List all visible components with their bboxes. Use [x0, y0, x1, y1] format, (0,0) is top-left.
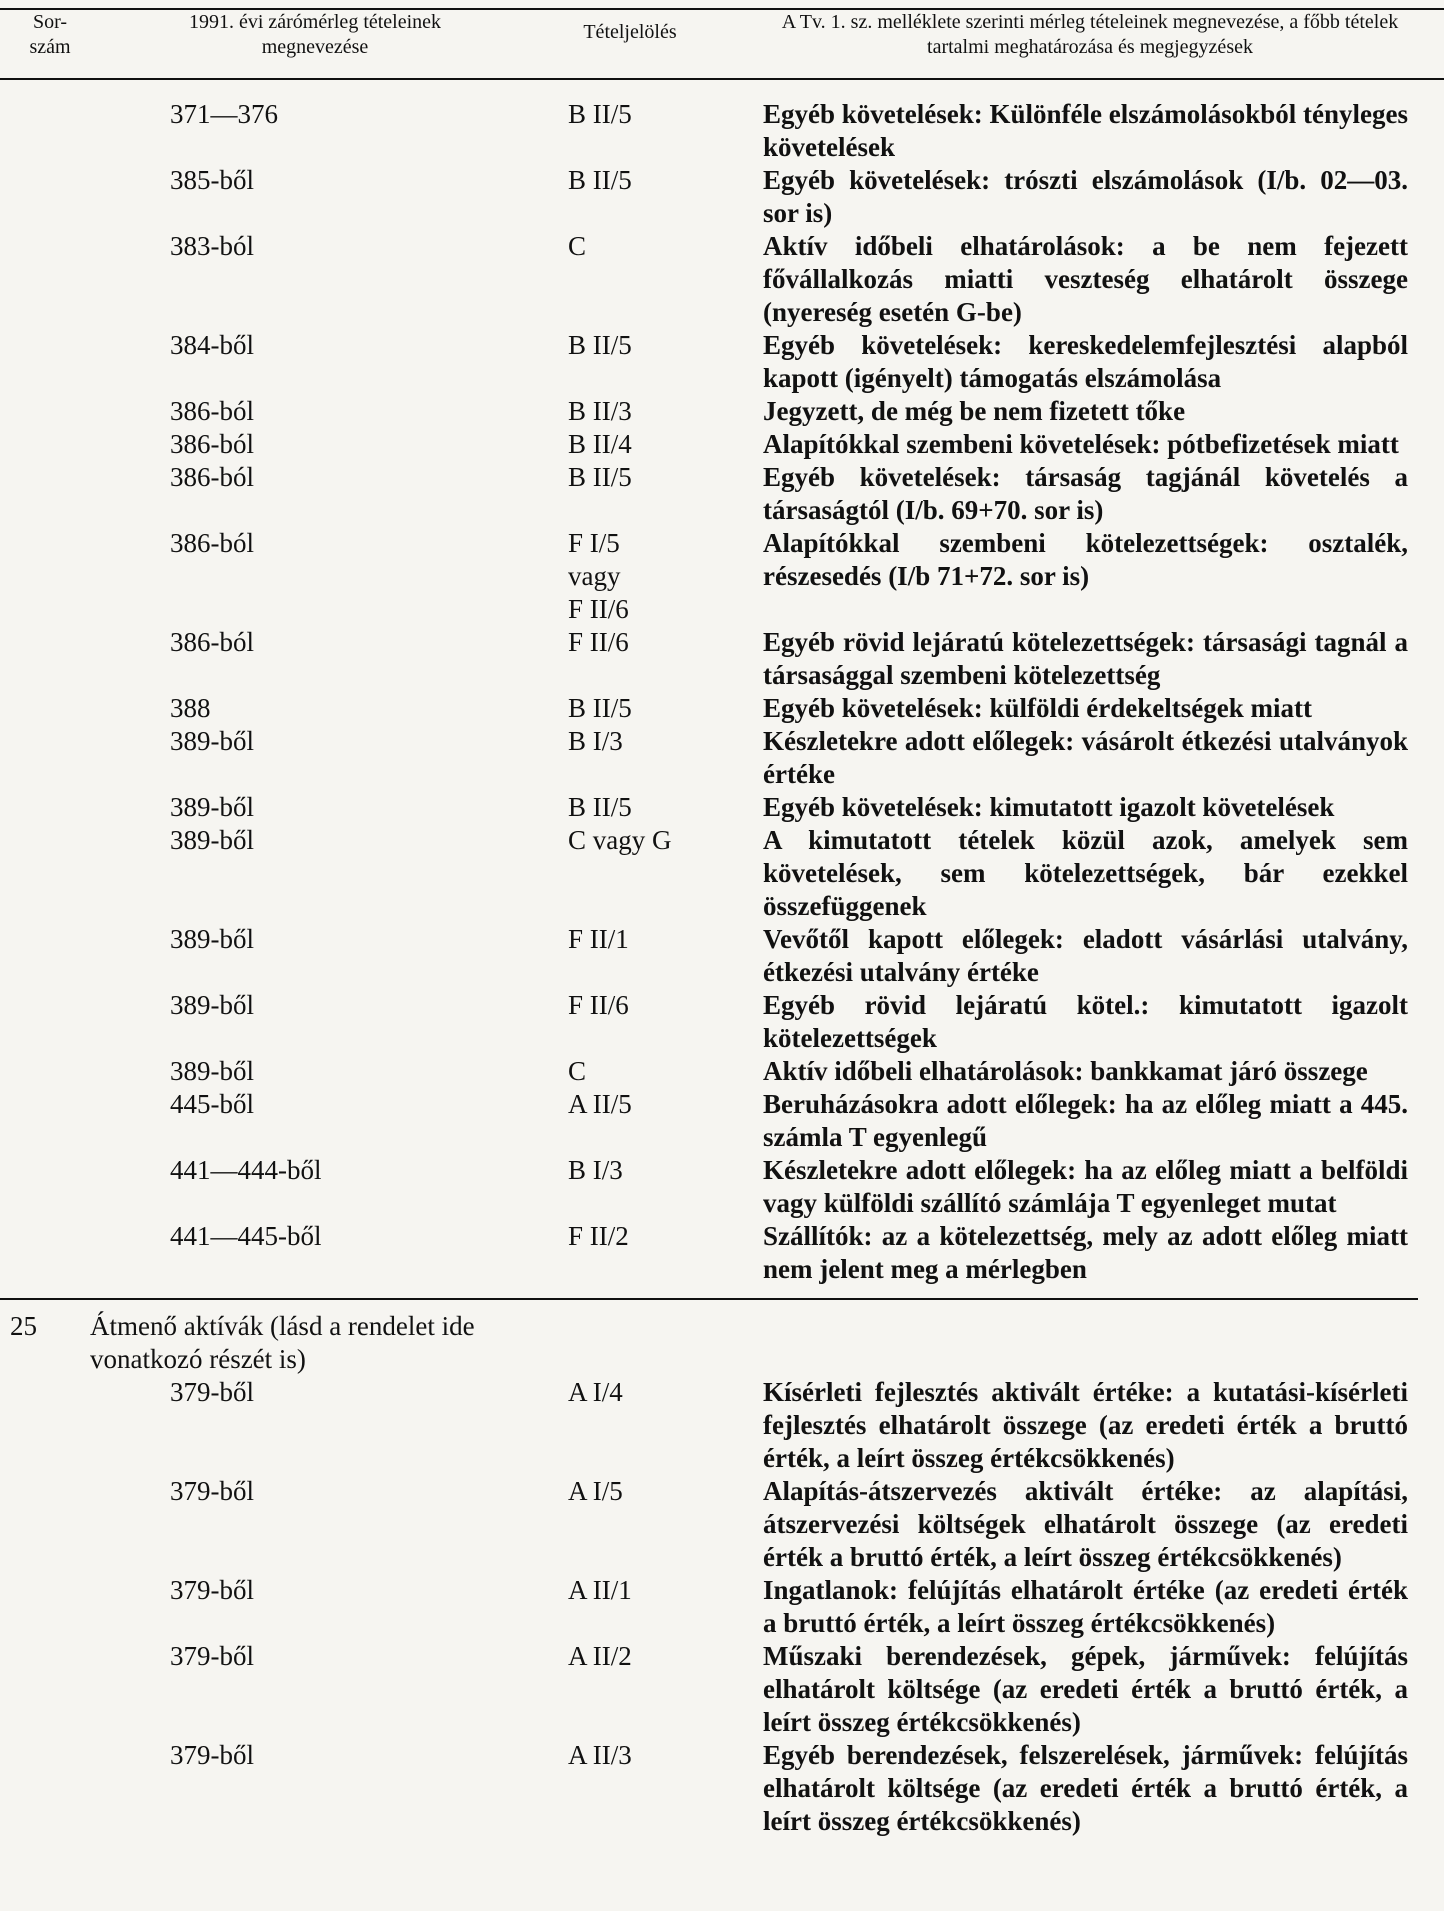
row-number: [0, 527, 90, 626]
item-designation: C: [568, 1056, 587, 1086]
account-code: 389-ből: [170, 825, 254, 855]
item-designation: F II/1: [568, 924, 629, 954]
table-row: [0, 1376, 1444, 1475]
account-code: 383-ból: [170, 231, 254, 261]
item-designation: B II/5: [568, 693, 632, 723]
account-code: 389-ből: [170, 990, 254, 1020]
item-designation: F II/6: [568, 990, 629, 1020]
account-code: 379-ből: [170, 1740, 254, 1770]
item-designation: B I/3: [568, 1155, 623, 1185]
row-number: [0, 923, 90, 989]
table-row: [0, 626, 1444, 692]
row-number: [0, 164, 90, 230]
section-empty-jel: [490, 1310, 695, 1376]
row-group-b: [0, 1376, 1444, 1838]
item-designation: B II/5: [568, 330, 632, 360]
row-number: [0, 1154, 90, 1220]
row-number: [0, 824, 90, 923]
table-row: [0, 98, 1444, 164]
item-description: Egyéb követelések: kereskedelemfejlesztési alapból kapott (igényelt) támogatás elszámolása: [763, 330, 1408, 393]
table-row: [0, 329, 1444, 395]
table-row: [0, 692, 1444, 725]
table-row: [0, 1574, 1444, 1640]
row-number: [0, 1574, 90, 1640]
row-number: [0, 1376, 90, 1475]
section-empty-desc: [695, 1310, 1340, 1376]
account-code: 441—445-ből: [170, 1221, 322, 1251]
table-row: [0, 395, 1444, 428]
account-code: 389-ből: [170, 792, 254, 822]
account-code: 388: [170, 693, 211, 723]
account-code: 379-ből: [170, 1641, 254, 1671]
item-description: Alapítókkal szembeni követelések: pótbefizetések miatt: [763, 429, 1399, 459]
table-row: [0, 1220, 1444, 1286]
account-code: 445-ből: [170, 1089, 254, 1119]
item-designation: B II/5: [568, 99, 632, 129]
row-number: [0, 725, 90, 791]
item-designation: B II/4: [568, 429, 632, 459]
row-number: [0, 1055, 90, 1088]
table-row: [0, 527, 1444, 626]
item-designation: A I/5: [568, 1476, 623, 1506]
row-number: [0, 791, 90, 824]
table-row: [0, 230, 1444, 329]
table-row: [0, 428, 1444, 461]
row-number: [0, 989, 90, 1055]
row-group-a: [0, 98, 1444, 1286]
item-description: Egyéb követelések: kimutatott igazolt követelések: [763, 792, 1335, 822]
row-number: [0, 1088, 90, 1154]
item-designation: B I/3: [568, 726, 623, 756]
item-designation: C vagy G: [568, 825, 672, 855]
section-row: [0, 1310, 1444, 1376]
table-row: [0, 791, 1444, 824]
item-description: Aktív időbeli elhatárolások: a be nem fejezett fővállalkozás miatti veszteség elhatárolt összege (nyereség esetén G-be): [763, 231, 1408, 327]
item-designation: F II/2: [568, 1221, 629, 1251]
section-number: 25: [10, 1311, 37, 1341]
row-number: [0, 395, 90, 428]
item-designation: B II/5: [568, 792, 632, 822]
item-designation: A II/5: [568, 1089, 632, 1119]
item-description: Alapítás-átszervezés aktivált értéke: az alapítási, átszervezési költségek elhatárolt összege (az eredeti érték a bruttó érték, a leírt összeg értékcsökkenés): [763, 1476, 1408, 1572]
table-row: [0, 1739, 1444, 1838]
table-row: [0, 1154, 1444, 1220]
item-designation: C: [568, 231, 587, 261]
item-description: Egyéb rövid lejáratú kötelezettségek: társasági tagnál a társasággal szembeni kötelezettség: [763, 627, 1408, 690]
account-code: 389-ből: [170, 1056, 254, 1086]
table-row: [0, 989, 1444, 1055]
item-description: Egyéb berendezések, felszerelések, járművek: felújítás elhatárolt költsége (az eredeti érték a bruttó érték, a leírt összeg értékcsökkenés): [763, 1740, 1408, 1836]
row-number: [0, 428, 90, 461]
row-number: [0, 1640, 90, 1739]
item-description: Készletekre adott előlegek: ha az előleg miatt a belföldi vagy külföldi szállító számlája T egyenleget mutat: [763, 1155, 1408, 1218]
account-code: 386-ból: [170, 462, 254, 492]
account-code: 386-ból: [170, 396, 254, 426]
row-number: [0, 1220, 90, 1286]
item-description: Ingatlanok: felújítás elhatárolt értéke (az eredeti érték a bruttó érték, a leírt összeg értékcsökkenés): [763, 1575, 1408, 1638]
account-code: 385-ből: [170, 165, 254, 195]
item-designation: A II/3: [568, 1740, 632, 1770]
header-rule: [0, 78, 1444, 80]
table-row: [0, 1055, 1444, 1088]
table-row: [0, 164, 1444, 230]
item-description: Egyéb követelések: Különféle elszámolásokból tényleges követelések: [763, 99, 1408, 162]
account-code: 389-ből: [170, 924, 254, 954]
account-code: 386-ból: [170, 429, 254, 459]
item-description: Kísérleti fejlesztés aktivált értéke: a kutatási-kísérleti fejlesztés elhatárolt összege (az eredeti érték a bruttó érték, a leírt összeg értékcsökkenés): [763, 1377, 1408, 1473]
table-row: [0, 725, 1444, 791]
account-code: 379-ből: [170, 1377, 254, 1407]
item-description: Egyéb követelések: trószti elszámolások (I/b. 02—03. sor is): [763, 165, 1408, 228]
row-number: [0, 98, 90, 164]
account-code: 386-ból: [170, 627, 254, 657]
item-description: Jegyzett, de még be nem fizetett tőke: [763, 396, 1186, 426]
row-number: [0, 1475, 90, 1574]
item-description: Beruházásokra adott előlegek: ha az előleg miatt a 445. számla T egyenlegű: [763, 1089, 1408, 1152]
item-description: Műszaki berendezések, gépek, járművek: felújítás elhatárolt költsége (az eredeti érték a bruttó érték, a leírt összeg értékcsökkenés): [763, 1641, 1408, 1737]
account-code: 379-ből: [170, 1476, 254, 1506]
table-row: [0, 1475, 1444, 1574]
account-code: 441—444-ből: [170, 1155, 322, 1185]
header-tetel-jeloles: Tételjelölés: [583, 21, 677, 43]
item-description: Aktív időbeli elhatárolások: bankkamat járó összege: [763, 1056, 1368, 1086]
item-description: Vevőtől kapott előlegek: eladott vásárlási utalvány, étkezési utalvány értéke: [763, 924, 1408, 987]
item-designation: A II/2: [568, 1641, 632, 1671]
item-designation: B II/3: [568, 396, 632, 426]
table-body: [0, 98, 1444, 1838]
item-description: Egyéb követelések: külföldi érdekeltségek miatt: [763, 693, 1312, 723]
account-code: 389-ből: [170, 726, 254, 756]
row-number: [0, 692, 90, 725]
item-description: A kimutatott tételek közül azok, amelyek sem követelések, sem kötelezettségek, bár ezekkel összefüggenek: [763, 825, 1408, 921]
table-row: [0, 461, 1444, 527]
header-merleg-megnevezes: A Tv. 1. sz. melléklete szerinti mérleg tételeinek megnevezése, a főbb tételek tartalmi meghatározása és megjegyzések: [781, 11, 1399, 58]
table-row: [0, 1088, 1444, 1154]
row-number: [0, 329, 90, 395]
item-description: Szállítók: az a kötelezettség, mely az adott előleg miatt nem jelent meg a mérlegben: [763, 1221, 1408, 1284]
item-designation: A I/4: [568, 1377, 623, 1407]
row-number: [0, 461, 90, 527]
section-separator: [0, 1298, 1418, 1300]
section-title: Átmenő aktívák (lásd a rendelet ide vonatkozó részét is): [90, 1311, 475, 1374]
item-designation: B II/5: [568, 462, 632, 492]
item-description: Készletekre adott előlegek: vásárolt étkezési utalványok értéke: [763, 726, 1408, 789]
item-description: Egyéb követelések: társaság tagjánál követelés a társaságtól (I/b. 69+70. sor is): [763, 462, 1408, 525]
account-code: 379-ből: [170, 1575, 254, 1605]
header-zaromerleg: 1991. évi zárómérleg tételeinek megnevezése: [188, 11, 442, 58]
item-description: Egyéb rövid lejáratú kötel.: kimutatott igazolt kötelezettségek: [763, 990, 1408, 1053]
table-row: [0, 1640, 1444, 1739]
item-designation: B II/5: [568, 165, 632, 195]
item-designation: A II/1: [568, 1575, 632, 1605]
table-row: [0, 923, 1444, 989]
account-code: 384-ből: [170, 330, 254, 360]
item-designation: F II/6: [568, 627, 629, 657]
header-sorszam: Sor- szám: [29, 11, 71, 58]
item-designation: F I/5 vagy F II/6: [568, 528, 629, 624]
account-code: 371—376: [170, 99, 278, 129]
account-code: 386-ból: [170, 528, 254, 558]
row-number: [0, 626, 90, 692]
table-row: [0, 824, 1444, 923]
row-number: [0, 1739, 90, 1838]
row-number: [0, 230, 90, 329]
item-description: Alapítókkal szembeni kötelezettségek: osztalék, részesedés (I/b 71+72. sor is): [763, 528, 1408, 591]
